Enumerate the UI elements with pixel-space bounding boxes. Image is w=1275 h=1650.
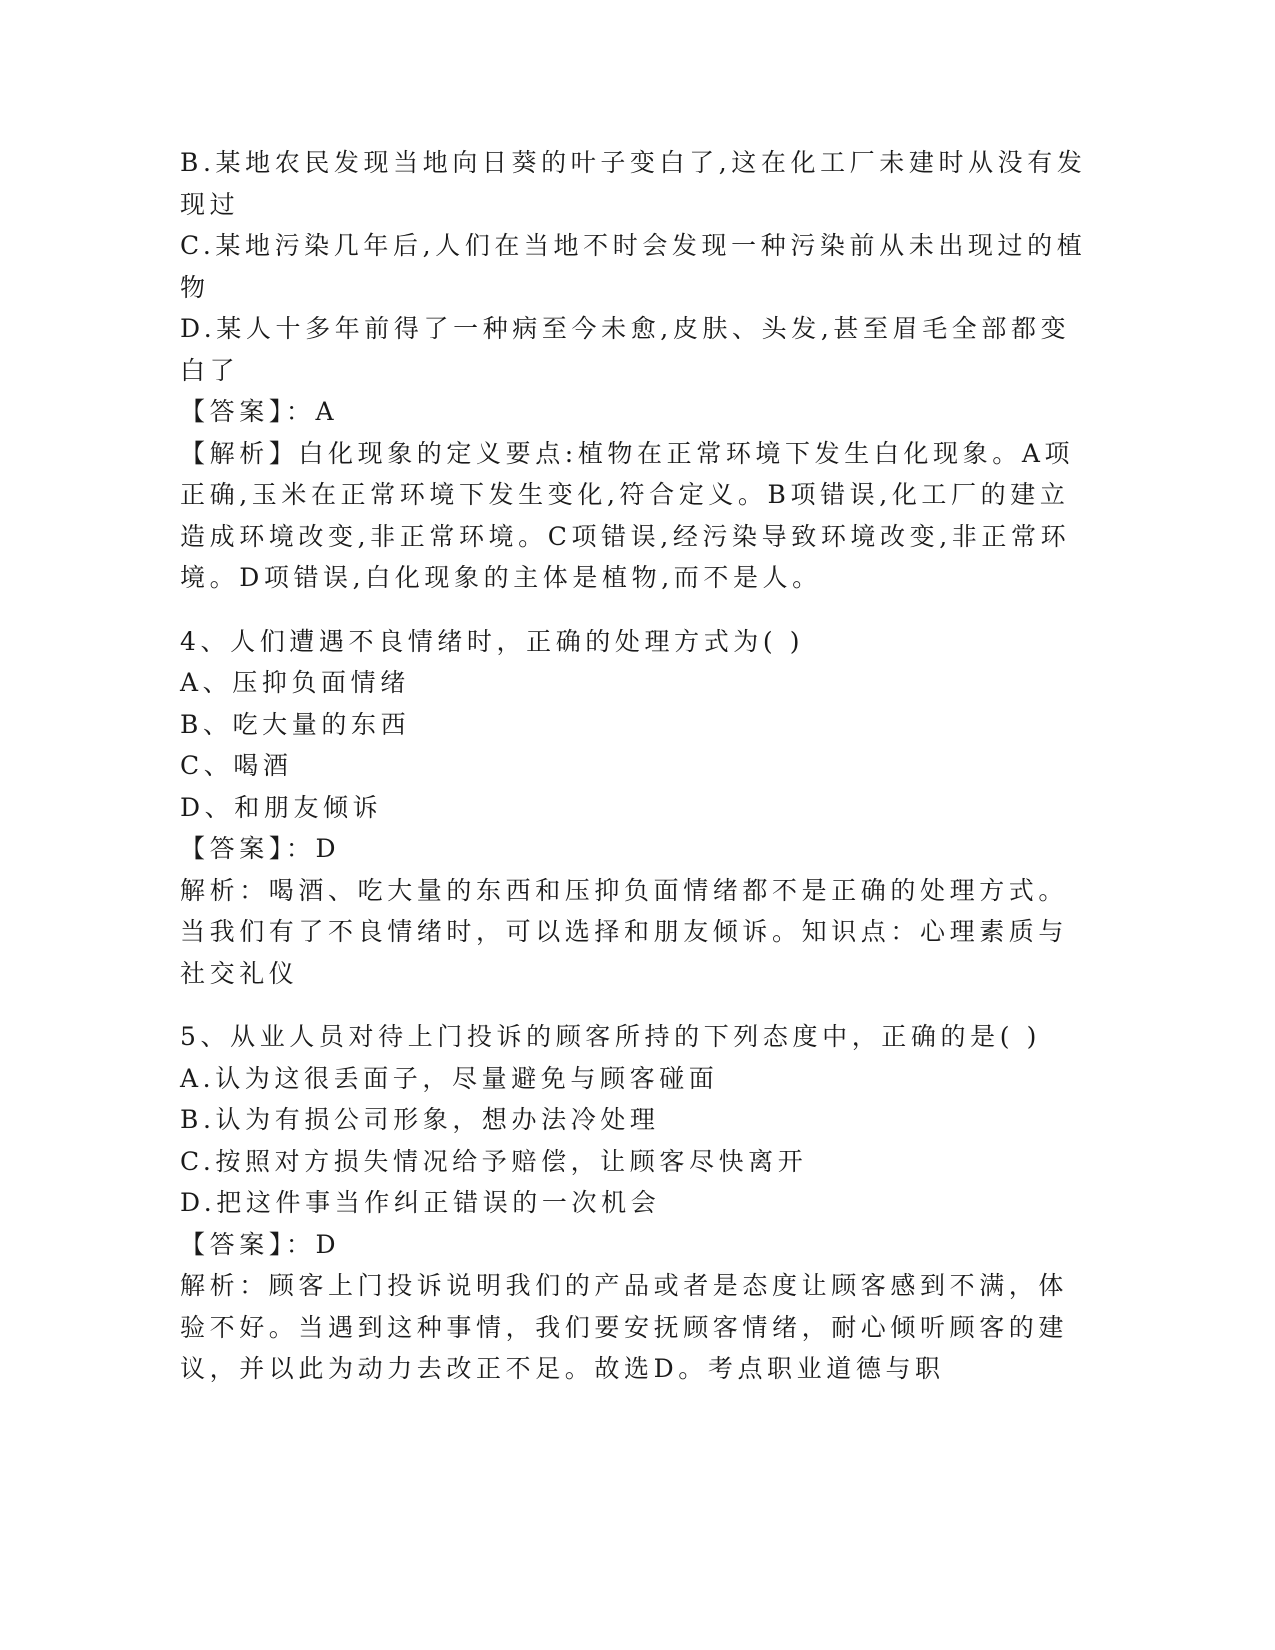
option-b-line-2: 现过: [180, 189, 240, 219]
answer: 【答案】：A: [180, 397, 339, 426]
option-d-line-1: D.某人十多年前得了一种病至今未愈,皮肤、头发,甚至眉毛全部都变: [180, 314, 1071, 343]
option-b-line-1: B.某地农民发现当地向日葵的叶子变白了,这在化工厂未建时从没有发: [180, 148, 1087, 177]
option-c: C.按照对方损失情况给予赔偿，让顾客尽快离开: [180, 1146, 808, 1176]
analysis-line-1: 【解析】白化现象的定义要点:植物在正常环境下发生白化现象。A项: [180, 438, 1075, 468]
option-d: D、和朋友倾诉: [180, 792, 383, 822]
question-3-section: [180, 142, 1087, 599]
analysis-line-2: 当我们有了不良情绪时，可以选择和朋友倾诉。知识点：心理素质与: [180, 917, 1069, 946]
option-b: B、吃大量的东西: [180, 709, 411, 739]
section-spacer: [180, 994, 1030, 1016]
option-b: B.认为有损公司形象，想办法冷处理: [180, 1105, 660, 1134]
analysis-line-2: 验不好。当遇到这种事情，我们要安抚顾客情绪，耐心倾听顾客的建: [180, 1312, 1069, 1342]
question-5-section: [180, 1016, 1069, 1390]
analysis-line-3: 造成环境改变,非正常环境。C项错误,经污染导致环境改变,非正常环: [180, 521, 1071, 551]
option-c-line-1: C.某地污染几年后,人们在当地不时会发现一种污染前从未出现过的植: [180, 231, 1087, 260]
section-spacer: [180, 599, 1030, 621]
analysis-line-3: 议，并以此为动力去改正不足。故选D。考点职业道德与职: [180, 1354, 945, 1383]
analysis-line-2: 正确,玉米在正常环境下发生变化,符合定义。B项错误,化工厂的建立: [180, 480, 1070, 509]
answer: 【答案】：D: [180, 1229, 341, 1259]
document-page: [180, 142, 1087, 1390]
analysis-line-1: 解析：顾客上门投诉说明我们的产品或者是态度让顾客感到不满，体: [180, 1271, 1069, 1300]
analysis-line-1: 解析：喝酒、吃大量的东西和压抑负面情绪都不是正确的处理方式。: [180, 875, 1069, 905]
analysis-line-4: 境。D项错误,白化现象的主体是植物,而不是人。: [180, 563, 822, 592]
option-a: A.认为这很丢面子，尽量避免与顾客碰面: [180, 1063, 719, 1093]
option-c: C、喝酒: [180, 751, 293, 780]
analysis-line-3: 社交礼仪: [180, 958, 299, 988]
question-text: 5、从业人员对待上门投诉的顾客所持的下列态度中，正确的是( ): [180, 1022, 1041, 1051]
option-d: D.把这件事当作纠正错误的一次机会: [180, 1188, 661, 1217]
option-c-line-2: 物: [180, 272, 210, 302]
option-d-line-2: 白了: [180, 355, 240, 385]
question-4-section: [180, 621, 1069, 995]
question-text: 4、人们遭遇不良情绪时，正确的处理方式为( ): [180, 626, 805, 656]
answer: 【答案】：D: [180, 834, 341, 863]
option-a: A、压抑负面情绪: [180, 668, 410, 697]
